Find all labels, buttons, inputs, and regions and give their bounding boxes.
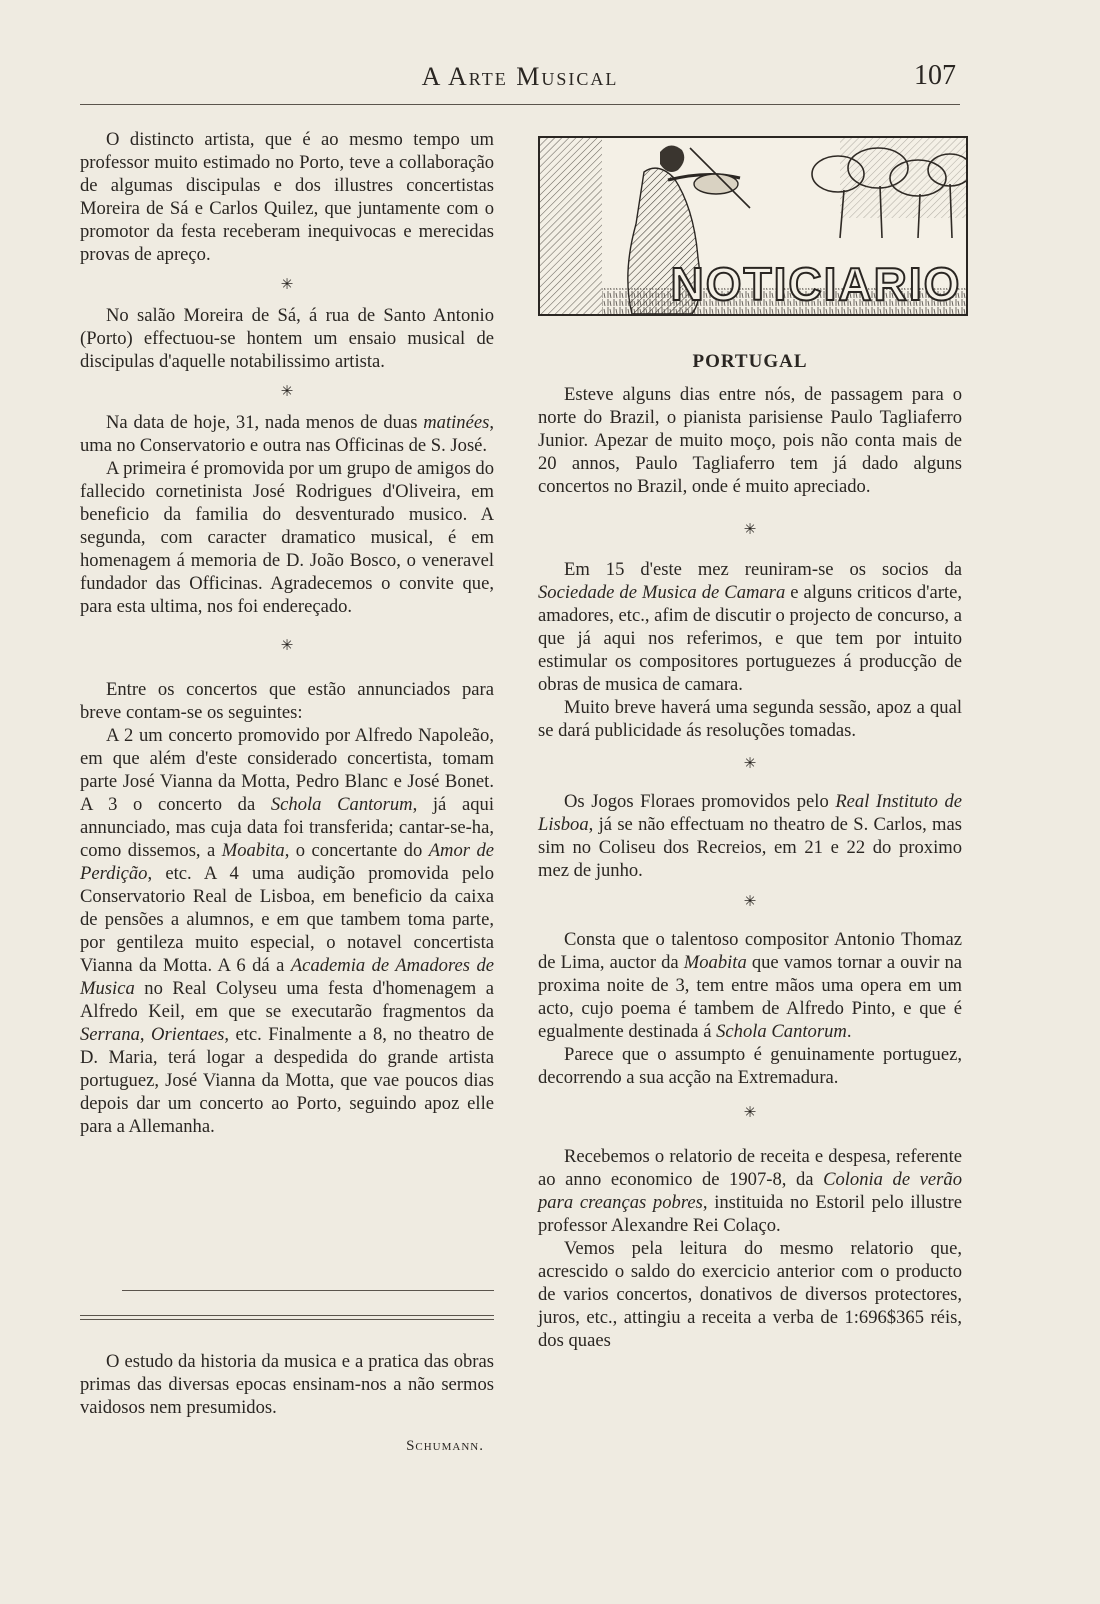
paragraph: O distincto artista, que é ao mesmo tempo um professor muito estimado no Porto, teve a collaboração de algumas discipulas e dos illustres concertistas Moreira de Sá e Carlos Quilez, que juntamente com o promotor da festa receberam inequivocas e merecidas provas de apreço. — [80, 129, 494, 265]
paragraph: Parece que o assumpto é genuinamente portuguez, decorrendo a sua acção na Extremadura. — [538, 1044, 962, 1088]
article-paragraphs — [80, 304, 494, 373]
separator-asterisk: ✳ — [280, 638, 294, 654]
separator-asterisk: ✳ — [280, 384, 294, 400]
noticiario-illustration — [538, 136, 968, 316]
article-paragraphs — [538, 790, 962, 882]
quote-rule-double-b — [80, 1319, 494, 1320]
paragraph: Entre os concertos que estão annunciados para breve contam-se os seguintes: — [80, 679, 494, 723]
violinist-engraving — [540, 138, 966, 314]
article-paragraphs — [538, 1145, 962, 1352]
paragraph: Os Jogos Floraes promovidos pelo Real Instituto de Lisboa, já se não effectuam no theatro de S. Carlos, mas sim no Coliseu dos Recreios, em 21 e 22 do proximo mez de junho. — [538, 791, 962, 881]
article-paragraphs — [80, 411, 494, 618]
paragraph: A primeira é promovida por um grupo de amigos do fallecido cornetinista José Rodrigues d'Oliveira, em beneficio da familia do desventurado musico. A segunda, com caracter dramatico musical, é em homenagem á memoria de D. João Bosco, o veneravel fundador das Officinas. Agradecemos o convite que, para esta ultima, nos foi endereçado. — [80, 458, 494, 617]
paragraph: A 2 um concerto promovido por Alfredo Napoleão, em que além d'este considerado concertista, tomam parte José Vianna da Motta, Pedro Blanc e José Bonet. A 3 o concerto da Schola Cantorum, já aqui annunciado, mas cuja data foi transferida; cantar-se-ha, como dissemos, a Moabita, o concertante do Amor de Perdição, etc. A 4 uma audição promovida pelo Conservatorio Real de Lisboa, em beneficio da caixa de pensões a alumnos, e em que tambem toma parte, por gentileza muito especial, o notavel concertista Vianna da Motta. A 6 dá a Academia de Amadores de Musica no Real Colyseu uma festa d'homenagem a Alfredo Keil, em que se executarão fragmentos da Serrana, Orientaes, etc. Finalmente a 8, no theatro de D. Maria, terá logar a despedida do grande artista portuguez, José Vianna da Motta, que vae poucos dias depois dar um concerto ao Porto, seguindo apoz elle para a Allemanha. — [80, 725, 494, 1137]
quote-rule-top — [122, 1290, 494, 1291]
separator-asterisk: ✳ — [743, 522, 757, 538]
article-paragraphs — [538, 383, 962, 498]
paragraph: Muito breve haverá uma segunda sessão, apoz a qual se dará publicidade ás resoluções tomadas. — [538, 697, 962, 741]
paragraph: Na data de hoje, 31, nada menos de duas matinées, uma no Conservatorio e outra nas Officinas de S. José. — [80, 412, 494, 456]
quote-author: Schumann. — [406, 1438, 484, 1454]
separator-asterisk: ✳ — [743, 1105, 757, 1121]
page-header — [80, 60, 960, 100]
separator-asterisk: ✳ — [743, 756, 757, 772]
quote-block — [80, 1350, 494, 1458]
quote-rule-double-a — [80, 1315, 494, 1316]
paragraph: Esteve alguns dias entre nós, de passagem para o norte do Brazil, o pianista parisiense Paulo Tagliaferro Junior. Apezar de muito moço, pois não conta mais de 20 annos, Paulo Tagliaferro tem já dado alguns concertos no Brazil, onde é muito apreciado. — [538, 384, 962, 497]
article-paragraphs — [538, 928, 962, 1089]
separator-asterisk: ✳ — [280, 277, 294, 293]
paragraph: Recebemos o relatorio de receita e despesa, referente ao anno economico de 1907-8, da Colonia de verão para creanças pobres, instituida no Estoril pelo illustre professor Alexandre Rei Colaço. — [538, 1146, 963, 1236]
paragraph: No salão Moreira de Sá, á rua de Santo Antonio (Porto) effectuou-se hontem um ensaio musical de discipulas d'aquelle notabilissimo artista. — [80, 305, 494, 372]
illustration-caption: NOTICIARIO — [670, 258, 962, 310]
quote-text: O estudo da historia da musica e a pratica das obras primas das diversas epocas ensinam-nos a não sermos vaidosos nem presumidos. — [80, 1351, 494, 1418]
article-paragraphs — [80, 678, 494, 1138]
paragraph: Em 15 d'este mez reuniram-se os socios da Sociedade de Musica de Camara e alguns criticos d'arte, amadores, etc., afim de discutir o projecto de concurso, a que já aqui nos referimos, e que tem por intuito estimular os compositores portuguezes á producção de obras de musica de camara. — [538, 559, 963, 695]
article-paragraphs — [80, 128, 494, 266]
right-column — [538, 338, 962, 1352]
article-paragraphs — [538, 558, 962, 742]
section-title: PORTUGAL — [692, 351, 808, 372]
paragraph: Vemos pela leitura do mesmo relatorio que, acrescido o saldo do exercicio anterior com o producto de varios concertos, donativos de diversos protectores, juros, etc., attingiu a receita a verba de 1:696$365 réis, dos quaes — [538, 1238, 962, 1351]
left-column — [80, 128, 494, 1138]
page-number: 107 — [914, 60, 956, 91]
paragraph: Consta que o talentoso compositor Antonio Thomaz de Lima, auctor da Moabita que vamos tornar a ouvir na proxima noite de 3, tem entre mãos uma opera em um acto, cujo poema é tambem de Alfredo Pinto, e que é egualmente destinada á Schola Cantorum. — [538, 929, 963, 1042]
header-rule — [80, 104, 960, 105]
separator-asterisk: ✳ — [743, 894, 757, 910]
running-title: A Arte Musical — [421, 62, 619, 91]
